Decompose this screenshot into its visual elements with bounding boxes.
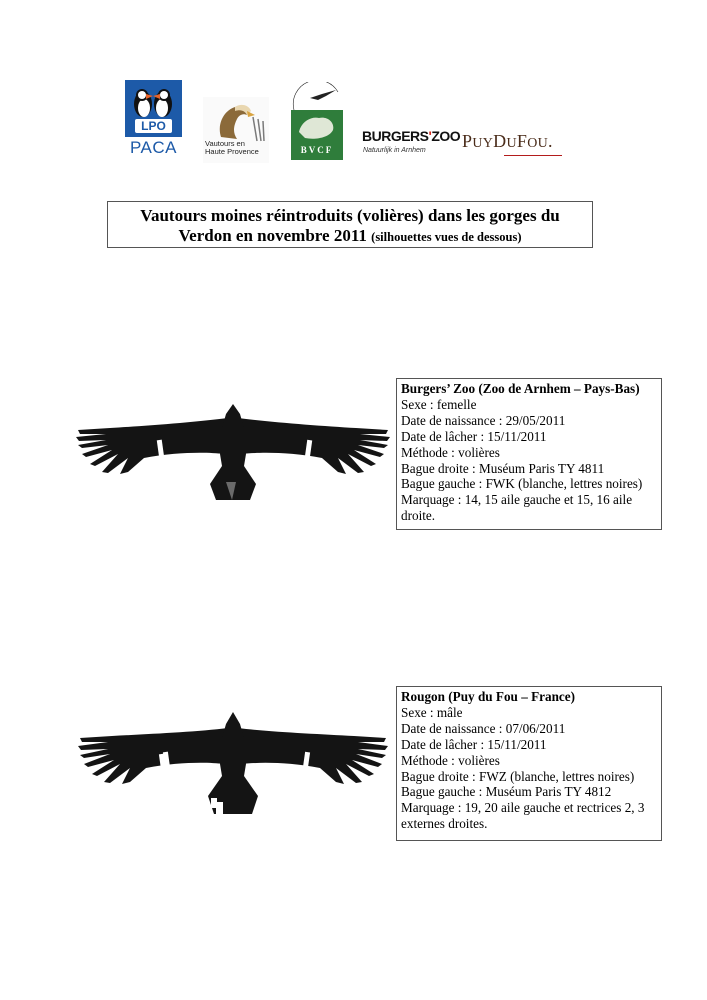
puy-du-fou-underline [504,155,562,156]
burgers-zoo-tagline: Natuurlijk in Arnhem [363,147,426,154]
lpo-paca-logo [125,80,182,158]
bird-1-birth-date: Date de naissance : 29/05/2011 [401,412,566,428]
title-line-2: Verdon en novembre 2011 (silhouettes vues de dessous) [178,226,522,245]
bird-2-release-date: Date de lâcher : 15/11/2011 [401,736,547,752]
bird-1-ring-left: Bague gauche : FWK (blanche, lettres noires) [401,476,643,492]
bird-1-sex: Sexe : femelle [401,396,477,412]
page-title-box [107,201,593,248]
bird-2-sex: Sexe : mâle [401,704,463,720]
bird-info-box-1 [396,378,662,530]
bvcf-arc-icon [288,82,344,112]
lpo-badge [125,80,182,137]
lpo-region-text: PACA [129,138,178,157]
bvcf-acronym: BVCF [300,145,334,155]
bird-1-ring-right: Bague droite : Muséum Paris TY 4811 [401,460,605,476]
bird-2-birth-date: Date de naissance : 07/06/2011 [401,720,566,736]
bird-2-method: Méthode : volières [401,752,500,768]
burgers-zoo-logo [362,128,461,162]
vhp-caption: Vautours en Haute Provence [205,139,259,156]
tail-mark [216,802,223,814]
bird-2-ring-left: Bague gauche : Muséum Paris TY 4812 [401,784,612,800]
bird-1-marking: Marquage : 14, 15 aile gauche et 15, 16 aile [401,492,633,508]
bird-info-box-2 [396,686,662,841]
burgers-zoo-name: BURGERS'ZOO [362,128,461,144]
bird-1-marking-cont: droite. [401,508,436,524]
puy-du-fou-name: PUYDUFOU. [462,131,553,151]
lpo-badge-text: LPO [141,119,166,133]
bird-1-release-date: Date de lâcher : 15/11/2011 [401,428,547,444]
bird-2-header: Rougon (Puy du Fou – France) [401,689,576,704]
bird-2-ring-right: Bague droite : FWZ (blanche, lettres noires) [401,768,635,784]
vulture-silhouette-male [76,712,390,818]
bird-1-header: Burgers’ Zoo (Zoo de Arnhem – Pays-Bas) [401,381,640,396]
vautours-haute-provence-logo [203,97,269,163]
bird-1-method: Méthode : volières [401,444,500,460]
bvcf-logo [288,82,344,162]
vulture-silhouette-female [76,404,390,504]
puy-du-fou-logo [462,131,562,161]
europe-map-icon [291,110,343,144]
title-line-1: Vautours moines réintroduits (volières) dans les gorges du [140,206,560,225]
bird-2-marking: Marquage : 19, 20 aile gauche et rectrices 2, 3 [401,800,645,816]
bird-2-marking-cont: externes droites. [401,816,488,832]
